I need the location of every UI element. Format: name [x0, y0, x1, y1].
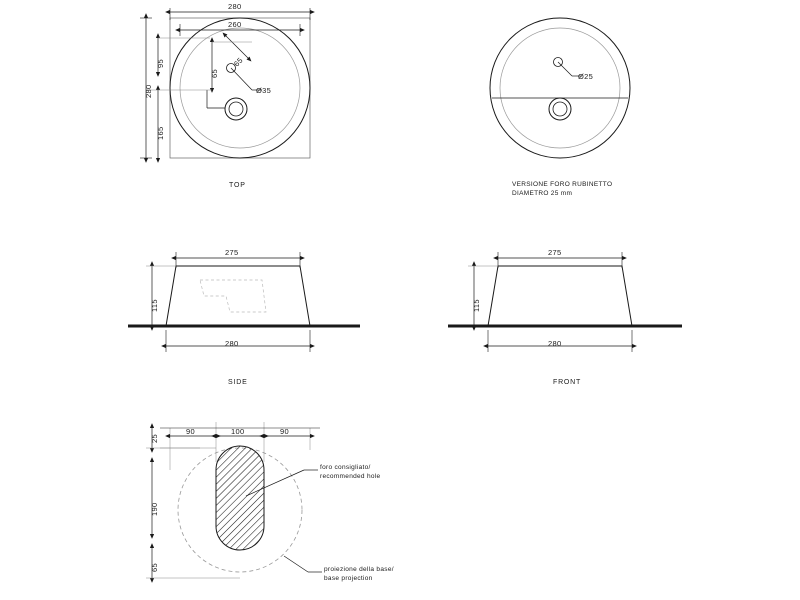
tap-version-label-line2: DIAMETRO 25 mm: [512, 190, 573, 197]
top-dim-inner-width: 260: [228, 20, 242, 29]
front-dim-bottom-width: 280: [548, 339, 562, 348]
callout-base-projection-line2: base projection: [324, 575, 373, 582]
top-dim-height-total: 280: [144, 84, 153, 98]
tap-hole-diameter: Ø25: [578, 72, 594, 81]
view-label-top: TOP: [229, 182, 246, 189]
front-dim-height: 115: [472, 299, 481, 312]
hole-dim-top-offset: 25: [150, 434, 159, 443]
top-dim-drain-offset-v: 65: [210, 69, 219, 78]
top-dim-outer-width: 280: [228, 2, 242, 11]
view-label-side: SIDE: [228, 379, 248, 386]
side-dim-height: 115: [150, 299, 159, 312]
tap-version-label-line1: VERSIONE FORO RUBINETTO: [512, 181, 613, 188]
hole-dim-height: 190: [150, 502, 159, 516]
hole-dim-bottom-offset: 65: [150, 563, 159, 572]
hole-dim-left-width: 90: [186, 427, 195, 436]
callout-recommended-hole-line2: recommended hole: [320, 473, 381, 480]
top-hole-diameter: Ø35: [256, 86, 272, 95]
hole-dim-right-width: 90: [280, 427, 289, 436]
hole-dim-center-width: 100: [231, 427, 245, 436]
side-dim-top-width: 275: [225, 248, 239, 257]
top-dim-drain-offset-d: 65: [232, 55, 245, 69]
top-dim-left-offset: 95: [156, 59, 165, 68]
front-dim-top-width: 275: [548, 248, 562, 257]
side-dim-bottom-width: 280: [225, 339, 239, 348]
callout-recommended-hole-line1: foro consigliato/: [320, 464, 371, 471]
view-label-front: FRONT: [553, 379, 582, 386]
callout-base-projection-line1: proiezione della base/: [324, 566, 394, 573]
top-dim-height-lower: 165: [156, 126, 165, 140]
